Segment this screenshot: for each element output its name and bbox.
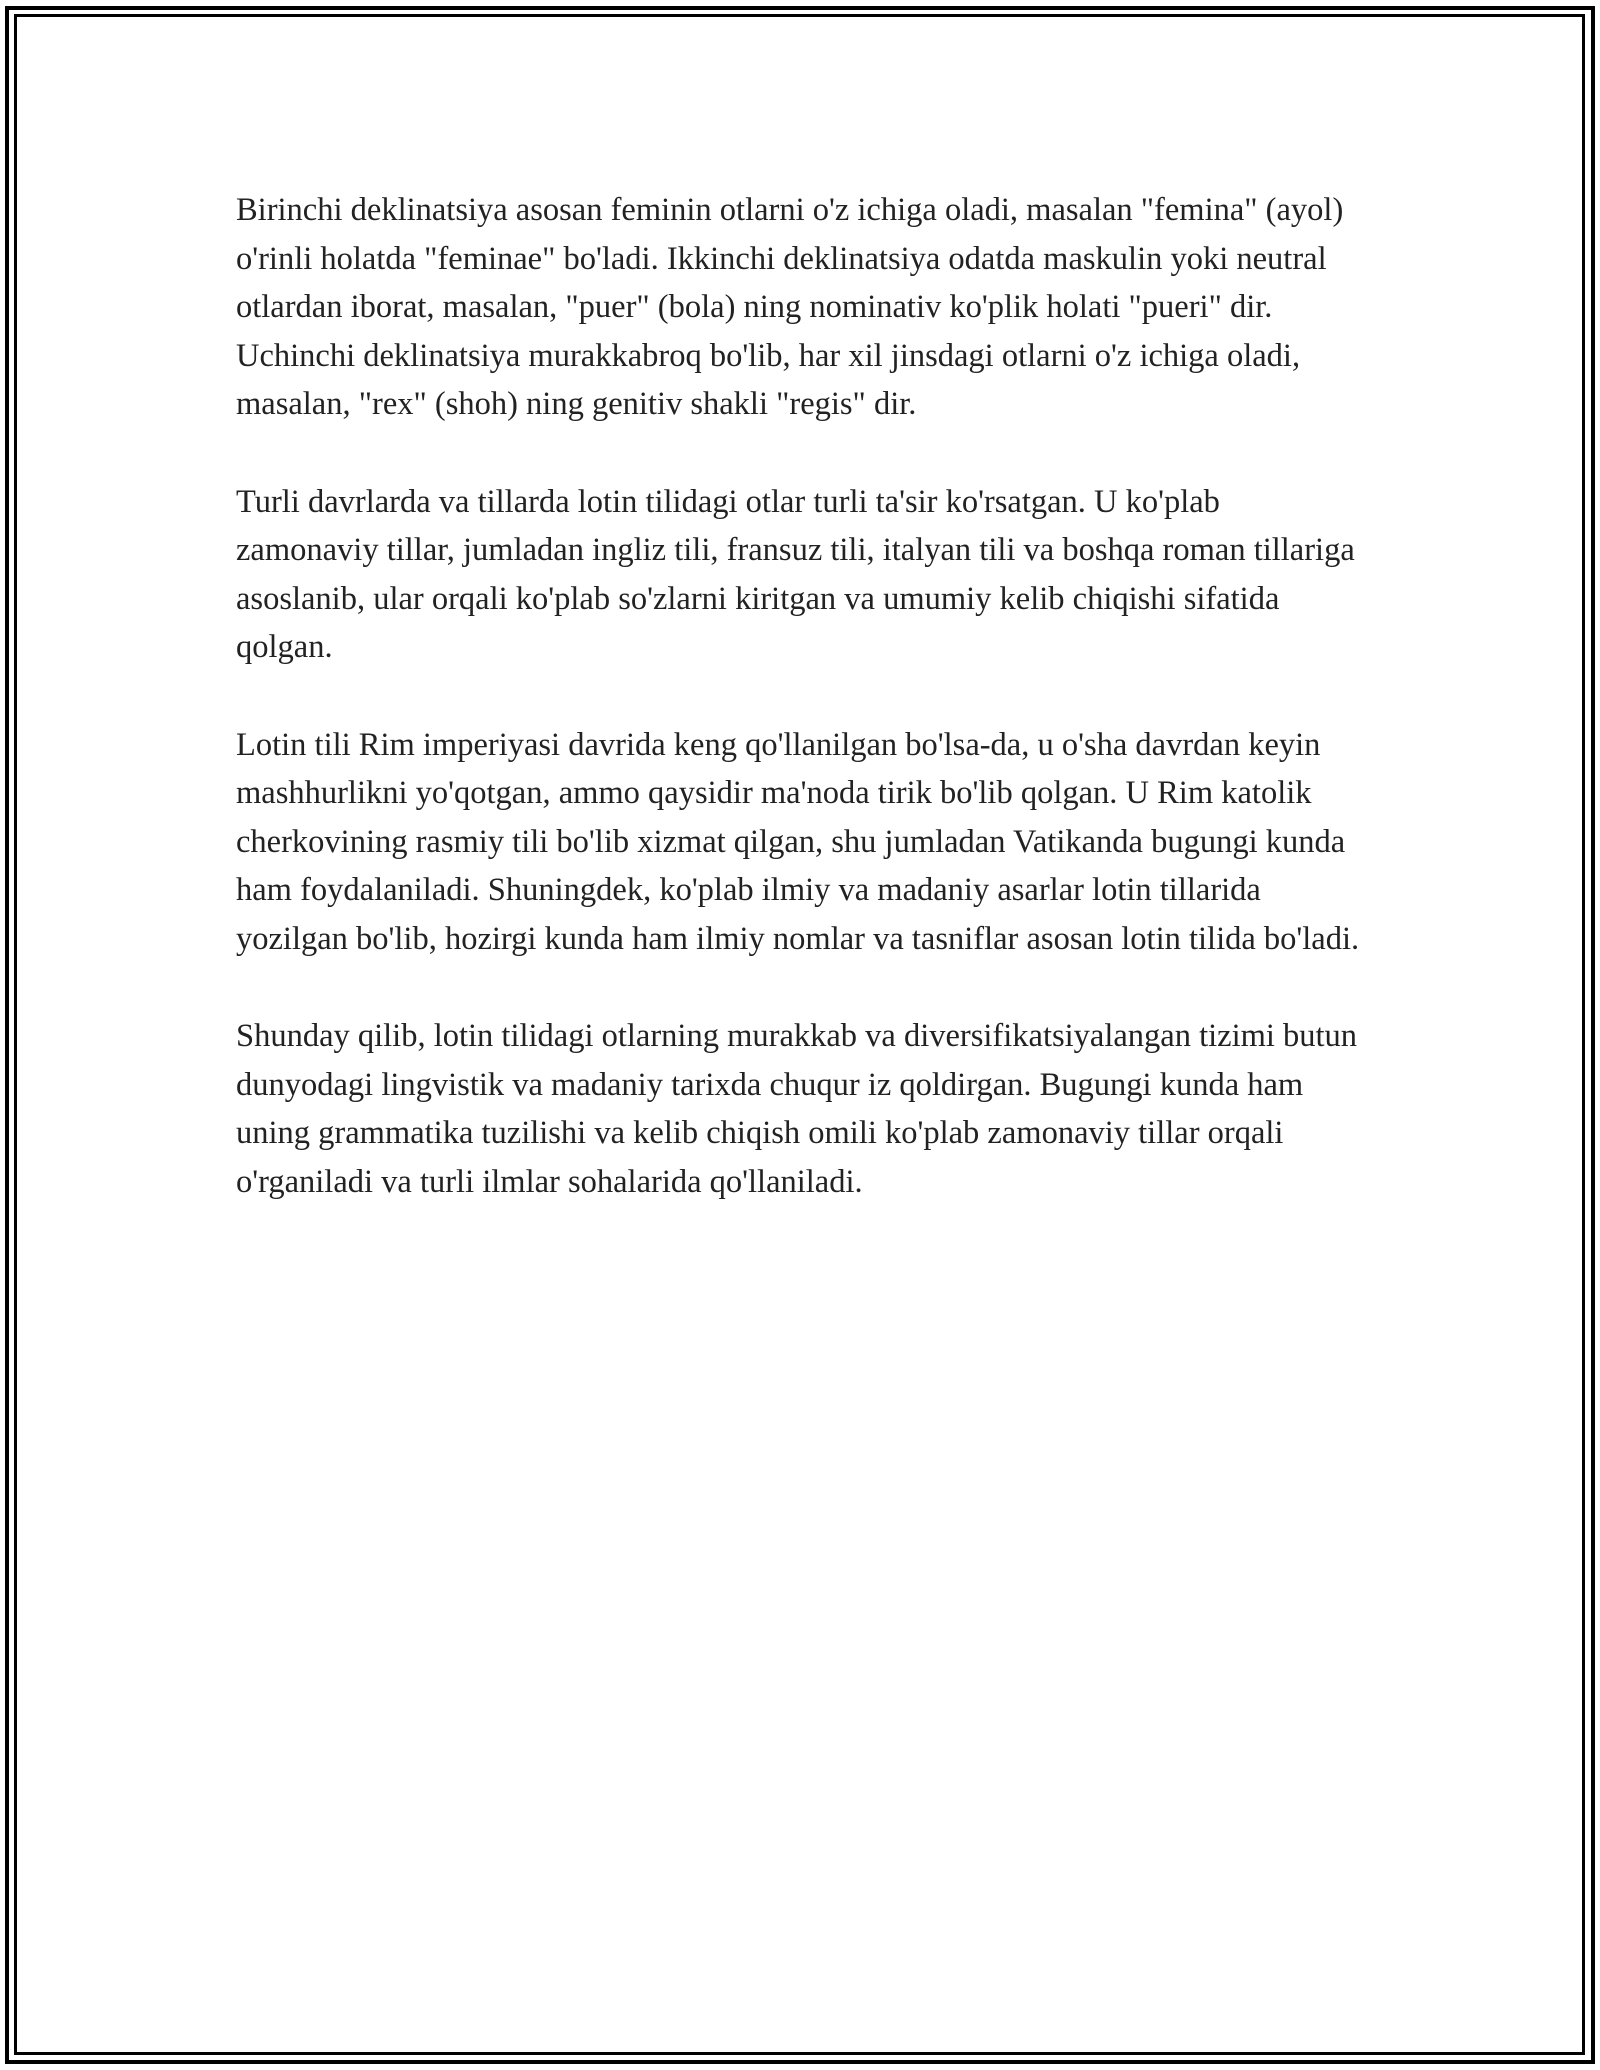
paragraph-3: Lotin tili Rim imperiyasi davrida keng qo'llanilgan bo'lsa-da, u o'sha davrdan keyin mashhurlikni yo'qotgan, ammo qaysidir ma'noda tirik bo'lib qolgan. U Rim katolik cherkovining rasmiy tili bo'lib xizmat qilgan, shu jumladan Vatikanda bugungi kunda ham foydalaniladi. Shuningdek, ko'plab ilmiy va madaniy asarlar lotin tillarida yozilgan bo'lib, hozirgi kunda ham ilmiy nomlar va tasniflar asosan lotin tilida bo'ladi. (236, 726, 1360, 957)
document-body (236, 186, 1366, 1206)
paragraph-2: Turli davrlarda va tillarda lotin tilidagi otlar turli ta'sir ko'rsatgan. U ko'plab zamonaviy tillar, jumladan ingliz tili, fransuz tili, italyan tili va boshqa roman tillariga asoslanib, ular orqali ko'plab so'zlarni kiritgan va umumiy kelib chiqishi sifatida qolgan. (236, 483, 1355, 666)
paragraph-1: Birinchi deklinatsiya asosan feminin otlarni o'z ichiga oladi, masalan "femina" (ayol) o'rinli holatda "feminae" bo'ladi. Ikkinchi deklinatsiya odatda maskulin yoki neutral otlardan iborat, masalan, "puer" (bola) ning nominativ ko'plik holati "pueri" dir. Uchinchi deklinatsiya murakkabroq bo'lib, har xil jinsdagi otlarni o'z ichiga oladi, masalan, "rex" (shoh) ning genitiv shakli "regis" dir. (236, 192, 1344, 423)
paragraph-4: Shunday qilib, lotin tilidagi otlarning murakkab va diversifikatsiyalangan tizimi butun dunyodagi lingvistik va madaniy tarixda chuqur iz qoldirgan. Bugungi kunda ham uning grammatika tuzilishi va kelib chiqish omili ko'plab zamonaviy tillar orqali o'rganiladi va turli ilmlar sohalarida qo'llaniladi. (236, 1018, 1358, 1200)
